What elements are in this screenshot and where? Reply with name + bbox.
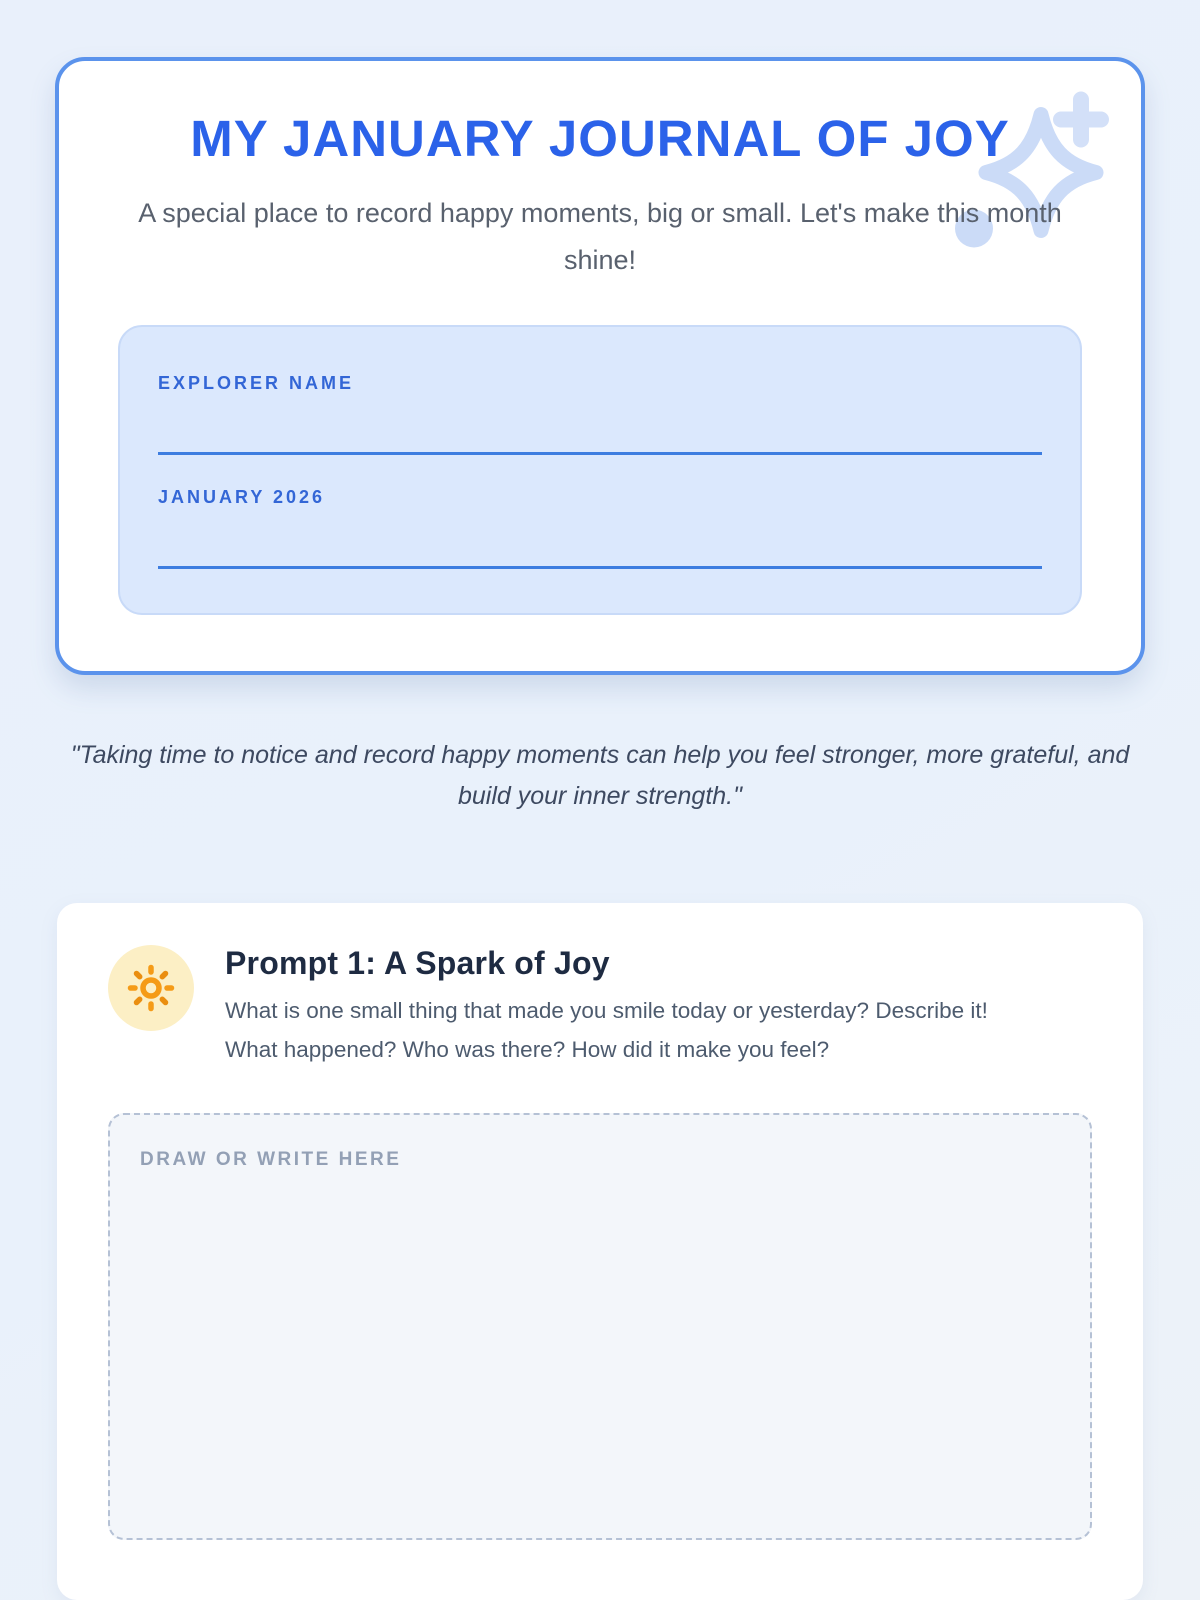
page-subtitle: A special place to record happy moments, big or small. Let's make this month shine! [138,198,1062,276]
field-explorer-name [158,373,1042,455]
name-panel [118,325,1082,615]
draw-area[interactable] [108,1113,1092,1540]
prompt-description: What is one small thing that made you smile today or yesterday? Describe it! What happened? Who was there? How did it make you feel? [225,998,988,1062]
explorer-name-input[interactable] [158,452,1042,455]
prompt-text-block [225,945,1035,1069]
sun-icon [108,945,194,1031]
prompt-card [57,903,1143,1600]
prompt-title: Prompt 1: A Spark of Joy [225,945,610,981]
journal-date-input[interactable] [158,566,1042,569]
draw-area-placeholder: DRAW OR WRITE HERE [140,1149,402,1171]
header-card [55,57,1145,675]
explorer-name-label: EXPLORER NAME [158,372,355,393]
quote-text: "Taking time to notice and record happy moments can help you feel stronger, more grateful, and build your inner strength." [70,740,1130,810]
prompt-header [108,945,1092,1069]
page-title: MY JANUARY JOURNAL OF JOY [190,110,1010,167]
field-journal-date [158,487,1042,569]
journal-date-label: JANUARY 2026 [158,486,326,507]
